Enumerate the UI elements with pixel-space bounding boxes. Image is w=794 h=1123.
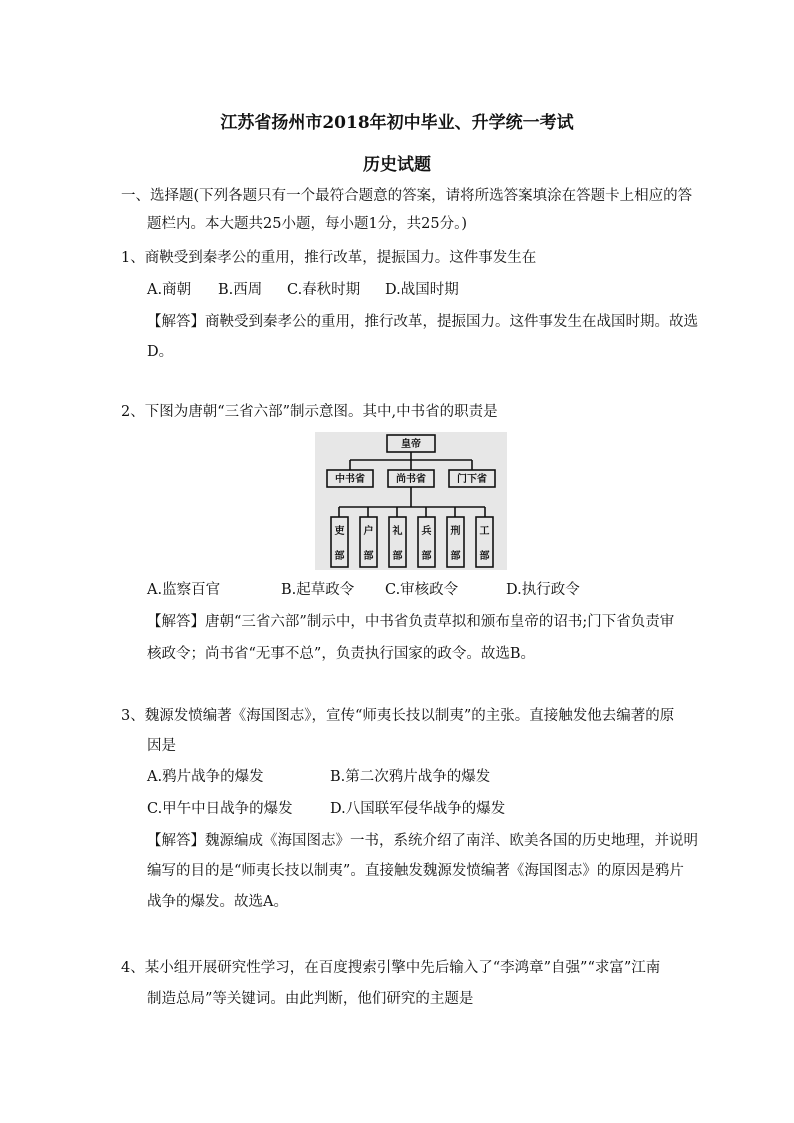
diagram-ministry-li-bottom: 部 xyxy=(334,551,345,562)
diagram-zhongshu-label: 中书省 xyxy=(335,474,365,485)
diagram-ministry-gong-top: 工 xyxy=(479,526,490,537)
q2-option-a: A.监察百官 xyxy=(147,582,221,598)
q1-option-d: D.战国时期 xyxy=(385,282,459,298)
q1-answer-line2: D。 xyxy=(147,344,174,360)
q3-stem-line1: 3、魏源发愤编著《海国图志》，宣传“师夷长技以制夷”的主张。直接触发他去编著的原 xyxy=(121,708,675,724)
section-instructions-line2: 题栏内。本大题共25小题，每小题1分，共25分。) xyxy=(147,216,468,232)
diagram-ministry-rites-top: 礼 xyxy=(392,526,403,537)
q2-option-c: C.审核政令 xyxy=(385,582,459,598)
diagram-ministry-li-top: 吏 xyxy=(334,526,345,537)
three-departments-six-ministries-diagram xyxy=(315,432,507,570)
q3-option-a: A.鸦片战争的爆发 xyxy=(147,769,264,785)
q3-answer-line3: 战争的爆发。故选A。 xyxy=(147,894,288,910)
q4-stem-line1: 4、某小组开展研究性学习，在百度搜索引擎中先后输入了“李鸿章”自强”“求富”江南 xyxy=(121,960,661,976)
q2-stem: 2、下图为唐朝“三省六部”制示意图。其中,中书省的职责是 xyxy=(121,404,498,420)
diagram-shangshu-label: 尚书省 xyxy=(396,474,426,485)
q1-answer-line1: 【解答】商鞅受到秦孝公的重用，推行改革，提振国力。这件事发生在战国时期。故选 xyxy=(147,314,698,330)
q4-stem-line2: 制造总局”等关键词。由此判断，他们研究的主题是 xyxy=(147,991,474,1007)
q3-option-d: D.八国联军侵华战争的爆发 xyxy=(330,801,506,817)
diagram-ministry-xing-top: 刑 xyxy=(450,526,461,537)
diagram-ministry-bing-bottom: 部 xyxy=(421,551,432,562)
q3-option-c: C.甲午中日战争的爆发 xyxy=(147,801,293,817)
diagram-ministry-hu-bottom: 部 xyxy=(363,551,374,562)
q3-answer-line2: 编写的目的是“师夷长技以制夷”。直接触发魏源发愤编著《海国图志》的原因是鸦片 xyxy=(147,863,684,879)
q1-stem: 1、商鞅受到秦孝公的重用，推行改革，提振国力。这件事发生在 xyxy=(121,250,537,266)
q3-option-b: B.第二次鸦片战争的爆发 xyxy=(330,769,491,785)
q2-option-b: B.起草政令 xyxy=(281,582,355,598)
q1-option-c: C.春秋时期 xyxy=(287,282,361,298)
exam-title: 江苏省扬州市2018年初中毕业、升学统一考试 xyxy=(220,113,574,133)
diagram-ministry-bing-top: 兵 xyxy=(421,526,432,537)
q2-answer-line1: 【解答】唐朝“三省六部”制示中，中书省负责草拟和颁布皇帝的诏书;门下省负责审 xyxy=(147,614,675,630)
q1-option-a: A.商朝 xyxy=(147,282,192,298)
diagram-ministry-gong-bottom: 部 xyxy=(479,551,490,562)
diagram-ministry-rites-bottom: 部 xyxy=(392,551,403,562)
exam-subtitle: 历史试题 xyxy=(363,155,431,175)
q1-option-b: B.西周 xyxy=(218,282,263,298)
q3-stem-line2: 因是 xyxy=(147,738,176,754)
diagram-menxia-label: 门下省 xyxy=(457,474,487,485)
q2-answer-line2: 核政令；尚书省“无事不总”，负责执行国家的政令。故选B。 xyxy=(147,646,535,662)
diagram-emperor-label: 皇帝 xyxy=(401,439,421,450)
q2-option-d: D.执行政令 xyxy=(506,582,580,598)
diagram-ministry-xing-bottom: 部 xyxy=(450,551,461,562)
diagram-ministry-hu-top: 户 xyxy=(363,526,374,537)
q3-answer-line1: 【解答】魏源编成《海国图志》一书，系统介绍了南洋、欧美各国的历史地理，并说明 xyxy=(147,833,698,849)
section-instructions-line1: 一、选择题(下列各题只有一个最符合题意的答案，请将所选答案填涂在答题卡上相应的答 xyxy=(121,188,693,204)
